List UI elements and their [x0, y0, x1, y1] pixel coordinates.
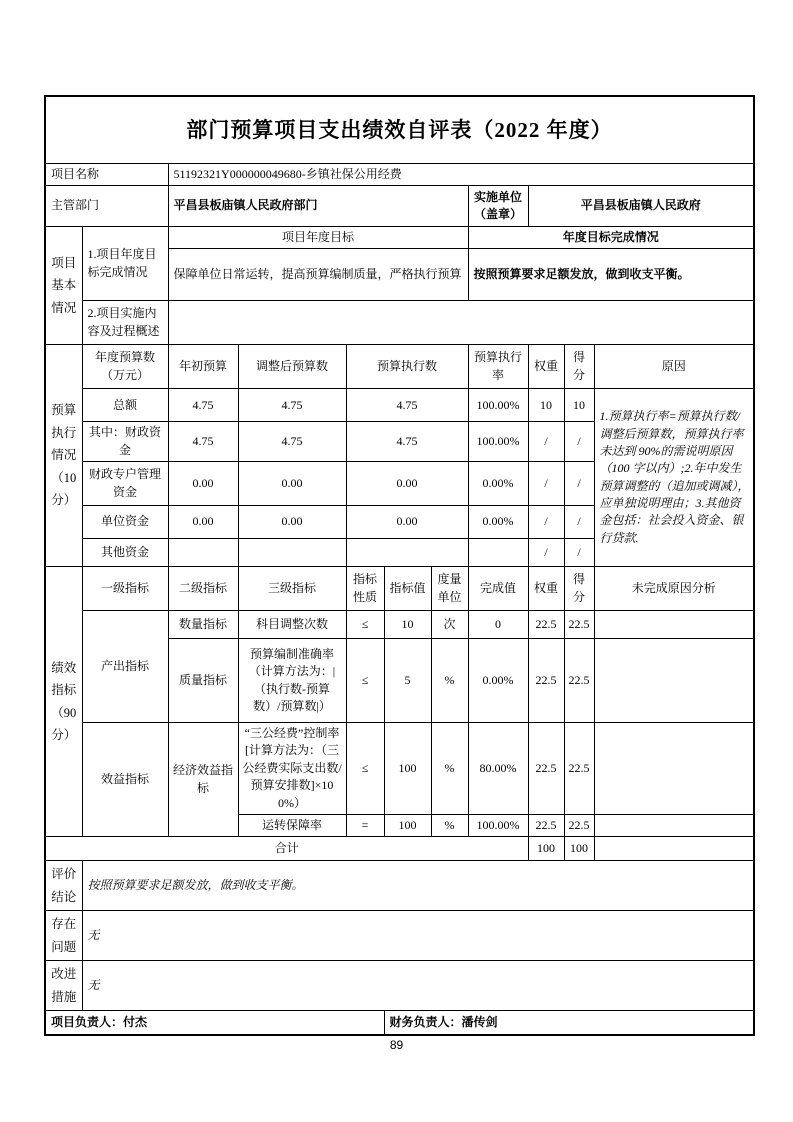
- perf-row-1-l2: 质量指标: [168, 639, 238, 723]
- perf-header-l1: 一级指标: [82, 567, 168, 611]
- perf-row-0-value: 10: [384, 611, 431, 639]
- perf-row-2-l1: 效益指标: [82, 723, 168, 837]
- budget-row-3-executed: 0.00: [346, 506, 468, 539]
- budget-row-3-label: 单位资金: [82, 506, 168, 539]
- budget-row-4-score: /: [564, 539, 594, 567]
- budget-reason-note: 1.预算执行率=预算执行数/调整后预算数，预算执行率未达到 90%的需说明原因（100 字以内）;2.年中发生预算调整的（追加或调减），应单独说明理由；3.其他资金包括：社会投入资金、银行贷款.: [594, 389, 754, 567]
- budget-row-3-rate: 0.00%: [468, 506, 528, 539]
- budget-row-2-adjusted: 0.00: [238, 462, 346, 506]
- perf-row-2-l2: 经济效益指标: [168, 723, 238, 837]
- perf-row-1-unit: %: [431, 639, 468, 723]
- budget-row-4-executed: [346, 539, 468, 567]
- perf-row-3-analysis: [594, 815, 754, 837]
- budget-row-1-executed: 4.75: [346, 422, 468, 462]
- budget-row-4-adjusted: [238, 539, 346, 567]
- budget-row-2-label: 财政专户管理资金: [82, 462, 168, 506]
- budget-row-0-adjusted: 4.75: [238, 389, 346, 422]
- budget-row-1-initial: 4.75: [168, 422, 238, 462]
- budget-row-3-score: /: [564, 506, 594, 539]
- perf-row-1-analysis: [594, 639, 754, 723]
- perf-row-0-completed: 0: [468, 611, 528, 639]
- perf-row-1-score: 22.5: [564, 639, 594, 723]
- perf-row-0-nature: ≤: [346, 611, 384, 639]
- basic-completion-text: 按照预算要求足额发放，做到收支平衡。: [468, 249, 754, 301]
- perf-row-3-completed: 100.00%: [468, 815, 528, 837]
- perf-row-2-l3: “三公经费”控制率[计算方法为：（三公经费实际支出数/预算安排数]×100%）: [238, 723, 346, 815]
- perf-row-0-weight: 22.5: [528, 611, 564, 639]
- budget-row-0-label: 总额: [82, 389, 168, 422]
- budget-header-rate: 预算执行率: [468, 345, 528, 389]
- budget-row-3-initial: 0.00: [168, 506, 238, 539]
- perf-row-0-l3: 科目调整次数: [238, 611, 346, 639]
- basic-item1-label: 1.项目年度目标完成情况: [82, 226, 168, 300]
- budget-row-1-weight: /: [528, 422, 564, 462]
- perf-row-3-nature: =: [346, 815, 384, 837]
- budget-row-2-initial: 0.00: [168, 462, 238, 506]
- budget-header-annual: 年度预算数（万元）: [82, 345, 168, 389]
- budget-row-4-label: 其他资金: [82, 539, 168, 567]
- perf-header-l2: 二级指标: [168, 567, 238, 611]
- problems-text: 无: [82, 911, 754, 961]
- perf-row-3-weight: 22.5: [528, 815, 564, 837]
- perf-total-weight: 100: [528, 837, 564, 861]
- perf-total-score: 100: [564, 837, 594, 861]
- budget-header-reason: 原因: [594, 345, 754, 389]
- conclusion-text: 按照预算要求足额发放，做到收支平衡。: [82, 861, 754, 911]
- conclusion-label: 评价结论: [45, 861, 82, 911]
- perf-row-1-l3: 预算编制准确率（计算方法为：|（执行数-预算数）/预算数|）: [238, 639, 346, 723]
- department-value: 平昌县板庙镇人民政府部门: [168, 185, 468, 226]
- budget-row-1-rate: 100.00%: [468, 422, 528, 462]
- perf-row-2-unit: %: [431, 723, 468, 815]
- budget-row-1-label: 其中：财政资金: [82, 422, 168, 462]
- budget-header-adjusted: 调整后预算数: [238, 345, 346, 389]
- basic-completion-header: 年度目标完成情况: [468, 226, 754, 248]
- perf-total-analysis: [594, 837, 754, 861]
- section-performance-label: 绩效指标（90分）: [45, 567, 82, 837]
- basic-item2-value: [168, 301, 754, 345]
- perf-row-1-weight: 22.5: [528, 639, 564, 723]
- perf-header-nature: 指标性质: [346, 567, 384, 611]
- basic-goal-header: 项目年度目标: [168, 226, 468, 248]
- budget-row-2-executed: 0.00: [346, 462, 468, 506]
- budget-row-2-score: /: [564, 462, 594, 506]
- section-budget-label: 预算执行情况（10分）: [45, 345, 82, 567]
- perf-row-2-nature: ≤: [346, 723, 384, 815]
- perf-row-0-analysis: [594, 611, 754, 639]
- budget-header-executed: 预算执行数: [346, 345, 468, 389]
- perf-row-1-completed: 0.00%: [468, 639, 528, 723]
- perf-row-0-l2: 数量指标: [168, 611, 238, 639]
- perf-row-2-value: 100: [384, 723, 431, 815]
- improve-text: 无: [82, 961, 754, 1011]
- perf-row-3-score: 22.5: [564, 815, 594, 837]
- perf-header-l3: 三级指标: [238, 567, 346, 611]
- form-title: 部门预算项目支出绩效自评表（2022 年度）: [45, 96, 754, 163]
- perf-row-2-score: 22.5: [564, 723, 594, 815]
- perf-row-0-unit: 次: [431, 611, 468, 639]
- budget-header-initial: 年初预算: [168, 345, 238, 389]
- budget-row-0-executed: 4.75: [346, 389, 468, 422]
- perf-total-label: 合计: [45, 837, 528, 861]
- project-manager: 项目负责人：付杰: [45, 1011, 384, 1035]
- finance-manager: 财务负责人：潘传剑: [384, 1011, 754, 1035]
- perf-row-2-weight: 22.5: [528, 723, 564, 815]
- page-number: 89: [389, 1038, 404, 1052]
- perf-row-0-l1: 产出指标: [82, 611, 168, 723]
- perf-header-unit: 度量单位: [431, 567, 468, 611]
- budget-row-1-score: /: [564, 422, 594, 462]
- perf-row-2-analysis: [594, 723, 754, 815]
- basic-item2-label: 2.项目实施内容及过程概述: [82, 301, 168, 345]
- perf-row-3-value: 100: [384, 815, 431, 837]
- perf-header-weight: 权重: [528, 567, 564, 611]
- project-name-label: 项目名称: [45, 163, 168, 185]
- improve-label: 改进措施: [45, 961, 82, 1011]
- section-basic-label: 项目基本情况: [45, 226, 82, 344]
- basic-goal-text: 保障单位日常运转，提高预算编制质量，严格执行预算: [168, 249, 468, 301]
- problems-label: 存在问题: [45, 911, 82, 961]
- perf-row-1-value: 5: [384, 639, 431, 723]
- budget-header-score: 得分: [564, 345, 594, 389]
- impl-unit-value: 平昌县板庙镇人民政府: [528, 185, 754, 226]
- budget-row-3-weight: /: [528, 506, 564, 539]
- budget-row-4-weight: /: [528, 539, 564, 567]
- budget-row-4-rate: [468, 539, 528, 567]
- perf-row-2-completed: 80.00%: [468, 723, 528, 815]
- department-label: 主管部门: [45, 185, 168, 226]
- perf-header-value: 指标值: [384, 567, 431, 611]
- perf-row-3-unit: %: [431, 815, 468, 837]
- budget-row-0-score: 10: [564, 389, 594, 422]
- budget-row-0-weight: 10: [528, 389, 564, 422]
- budget-row-0-rate: 100.00%: [468, 389, 528, 422]
- budget-row-2-rate: 0.00%: [468, 462, 528, 506]
- budget-row-3-adjusted: 0.00: [238, 506, 346, 539]
- project-name-value: 51192321Y000000049680-乡镇社保公用经费: [168, 163, 754, 185]
- perf-row-0-score: 22.5: [564, 611, 594, 639]
- budget-row-0-initial: 4.75: [168, 389, 238, 422]
- perf-header-analysis: 未完成原因分析: [594, 567, 754, 611]
- perf-row-1-nature: ≤: [346, 639, 384, 723]
- budget-row-1-adjusted: 4.75: [238, 422, 346, 462]
- evaluation-table: [44, 95, 755, 1036]
- perf-header-completed: 完成值: [468, 567, 528, 611]
- perf-row-3-l3: 运转保障率: [238, 815, 346, 837]
- budget-header-weight: 权重: [528, 345, 564, 389]
- budget-row-4-initial: [168, 539, 238, 567]
- impl-unit-label: 实施单位（盖章）: [468, 185, 528, 226]
- budget-row-2-weight: /: [528, 462, 564, 506]
- perf-header-score: 得分: [564, 567, 594, 611]
